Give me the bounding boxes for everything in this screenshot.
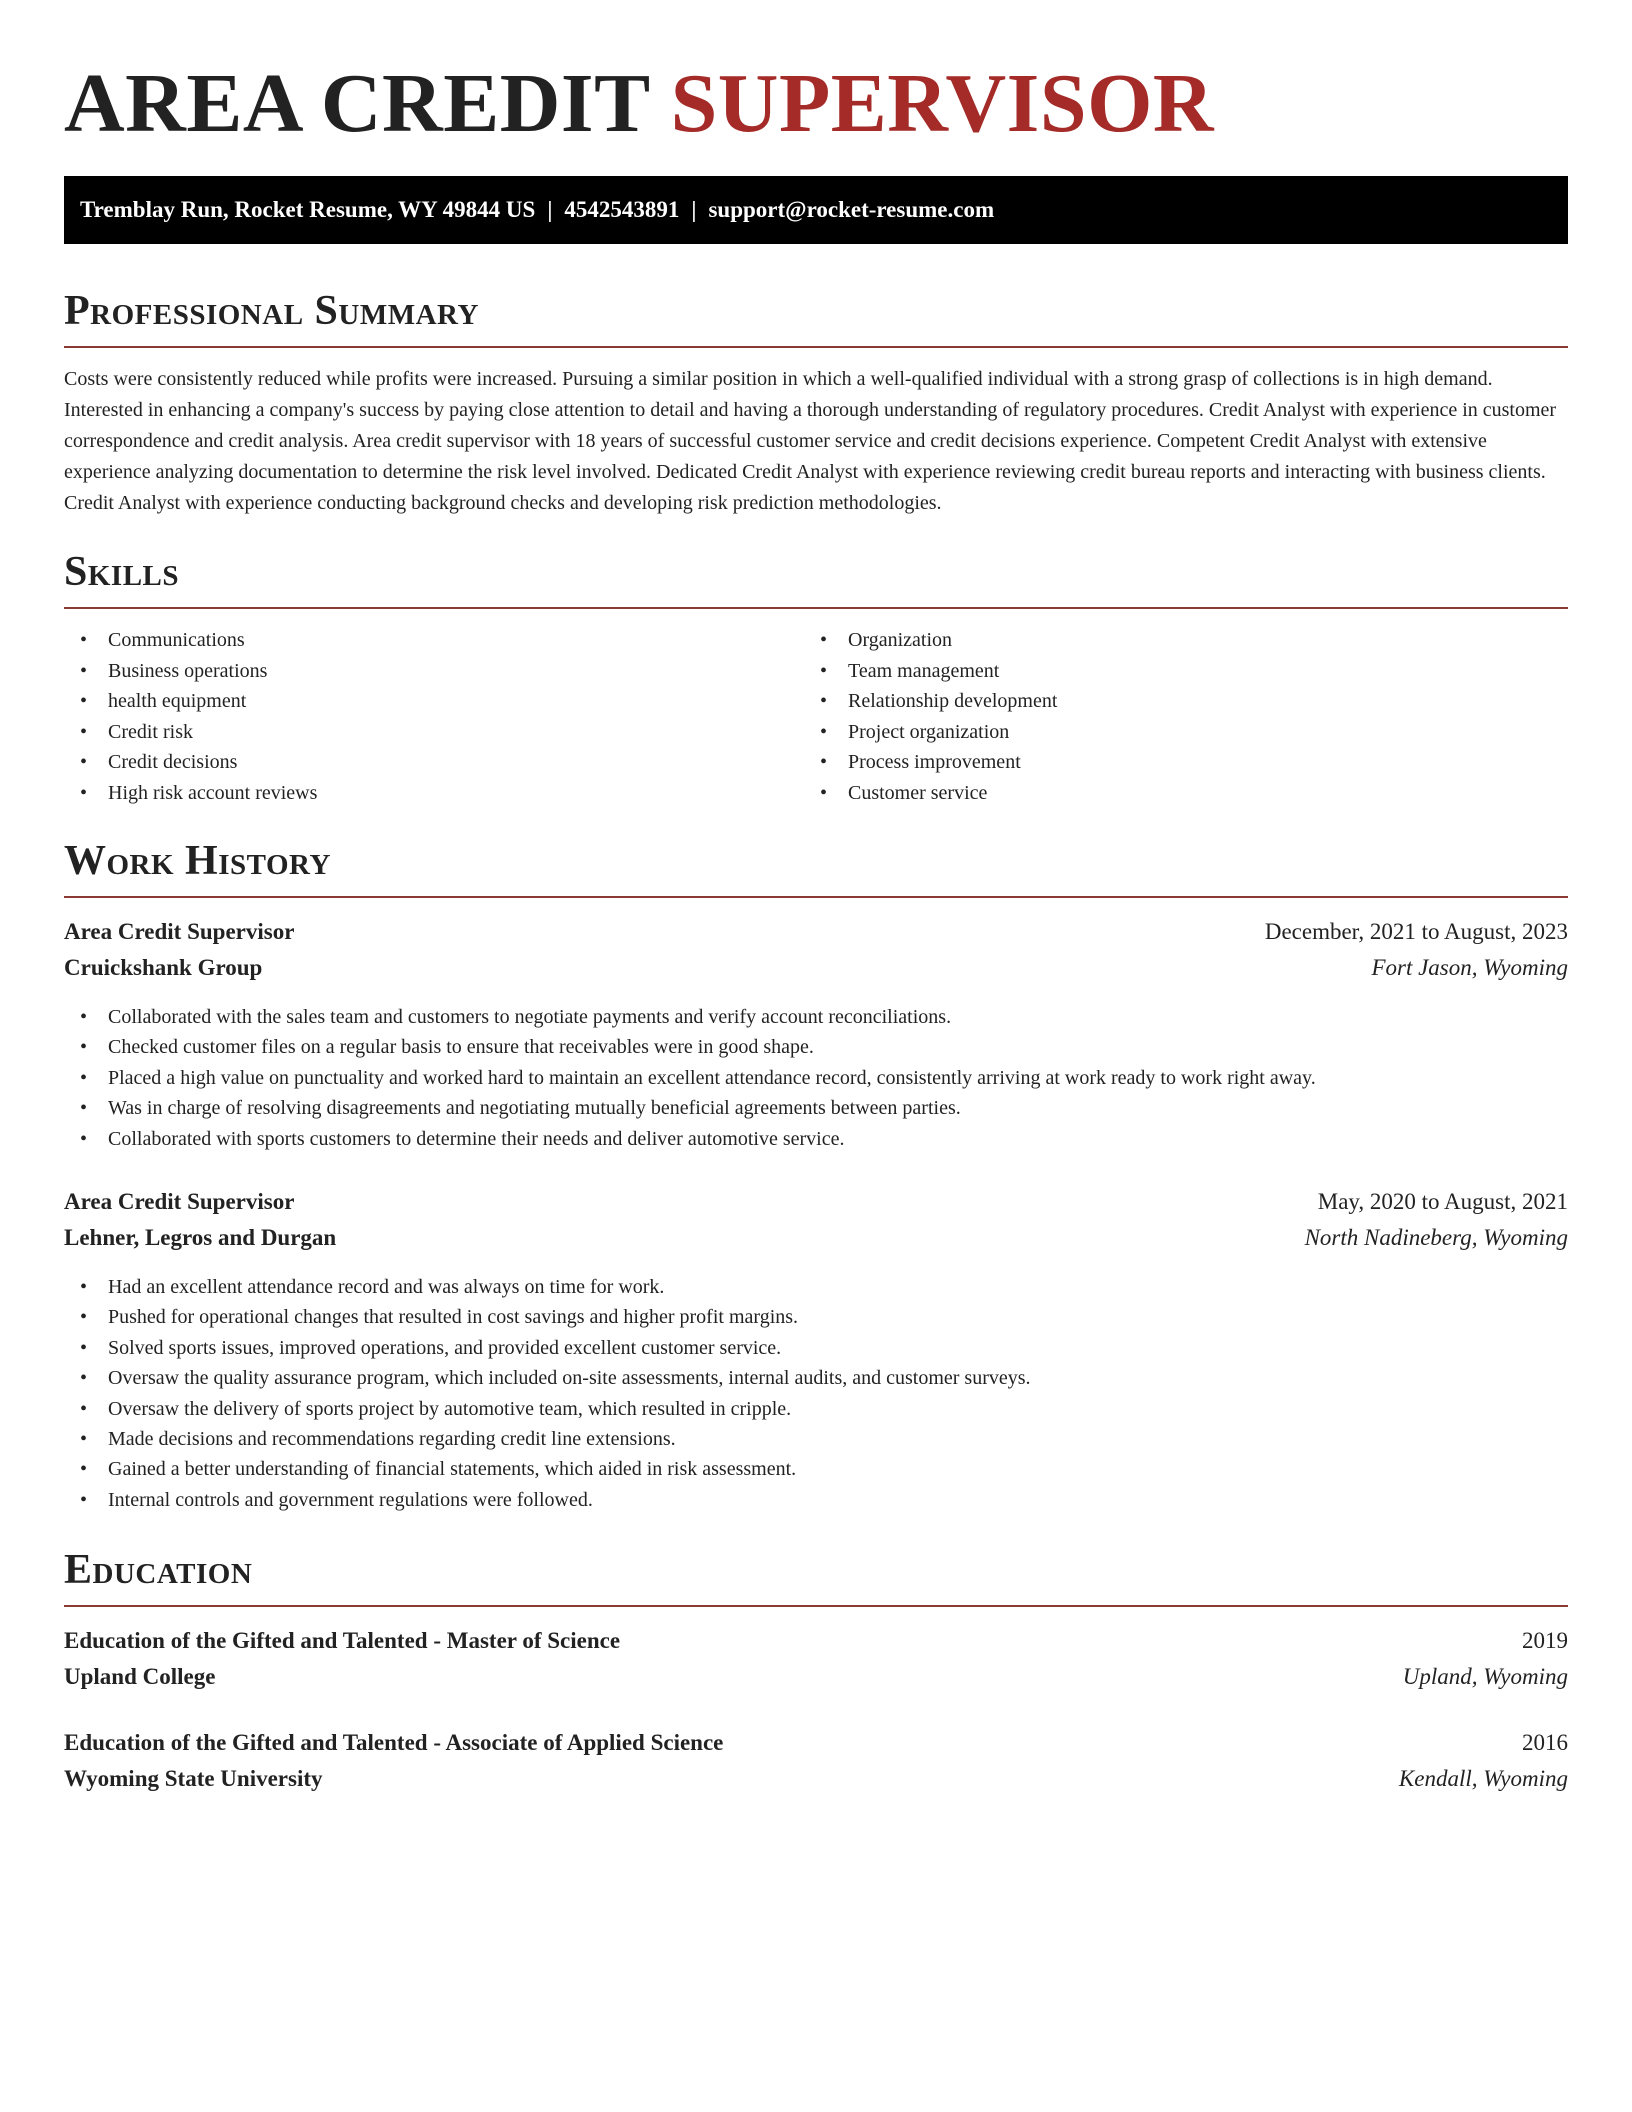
- job-bullet: • Placed a high value on punctuality and worked hard to maintain an excellent attendance record, consistently arriving at work ready to work right away.: [64, 1063, 1568, 1093]
- skill-item: • Relationship development: [804, 686, 1544, 717]
- job-bullet: • Oversaw the delivery of sports project by automotive team, which resulted in cripple.: [64, 1394, 1568, 1424]
- education-school: Upland College: [64, 1664, 216, 1690]
- job-bullet: • Checked customer files on a regular basis to ensure that receivables were in good shape.: [64, 1032, 1568, 1062]
- title-primary: AREA CREDIT: [64, 57, 650, 150]
- job-bullet: • Collaborated with sports customers to determine their needs and deliver automotive service.: [64, 1124, 1568, 1154]
- job-title: Area Credit Supervisor: [64, 919, 295, 944]
- job-location: North Nadineberg, Wyoming: [1304, 1225, 1568, 1251]
- contact-separator: |: [691, 197, 697, 222]
- education-degree: Education of the Gifted and Talented - Master of Science: [64, 1628, 621, 1654]
- skills-column-right: [804, 625, 1544, 808]
- job-bullet: • Solved sports issues, improved operations, and provided excellent customer service.: [64, 1333, 1568, 1363]
- skill-item: • Project organization: [804, 717, 1544, 748]
- contact-phone: 4542543891: [564, 197, 680, 222]
- job-bullet: • Gained a better understanding of financial statements, which aided in risk assessment.: [64, 1454, 1568, 1484]
- skill-item: • Credit decisions: [64, 747, 804, 778]
- job-header-row: [64, 1184, 1568, 1220]
- job-bullet: • Oversaw the quality assurance program, which included on-site assessments, internal audits, and customer surveys.: [64, 1363, 1568, 1393]
- job-bullet: • Pushed for operational changes that resulted in cost savings and higher profit margins.: [64, 1302, 1568, 1332]
- job-entry: [64, 1184, 1568, 1515]
- job-company: Lehner, Legros and Durgan: [64, 1225, 337, 1251]
- job-bullets: [64, 1272, 1568, 1515]
- summary-heading: Professional Summary: [64, 286, 1568, 348]
- contact-email: support@rocket-resume.com: [708, 197, 995, 222]
- education-school: Wyoming State University: [64, 1766, 323, 1792]
- job-header-row: [64, 914, 1568, 950]
- work-history-heading: Work History: [64, 836, 1568, 898]
- job-company-row: [64, 1220, 1568, 1256]
- skill-item: • High risk account reviews: [64, 778, 804, 809]
- education-entry: [64, 1623, 1568, 1695]
- education-school-row: [64, 1659, 1568, 1695]
- job-dates: December, 2021 to August, 2023: [1264, 919, 1568, 944]
- education-degree-row: [64, 1623, 1568, 1659]
- job-dates: May, 2020 to August, 2021: [1317, 1189, 1568, 1215]
- job-title: Area Credit Supervisor: [64, 1189, 295, 1215]
- summary-text: Costs were consistently reduced while profits were increased. Pursuing a similar position in which a well-qualified individual with a strong grasp of collections is in high demand. Interested in enhancing a company's success by paying close attention to detail and having a thorough understanding of regulatory procedures. Credit Analyst with experience in customer correspondence and credit analysis. Area credit supervisor with 18 years of successful customer service and credit decisions experience. Competent Credit Analyst with extensive experience analyzing documentation to determine the risk level involved. Dedicated Credit Analyst with experience reviewing credit bureau reports and interacting with business clients. Credit Analyst with experience conducting background checks and developing risk prediction methodologies.: [64, 368, 1557, 514]
- skill-item: • health equipment: [64, 686, 804, 717]
- title-accent: SUPERVISOR: [670, 57, 1215, 150]
- skill-item: • Customer service: [804, 778, 1544, 809]
- job-company-row: [64, 950, 1568, 986]
- job-entry: [64, 914, 1568, 1154]
- skill-item: • Business operations: [64, 656, 804, 687]
- skills-heading: Skills: [64, 547, 1568, 609]
- contact-bar: [64, 176, 1568, 244]
- education-location: Kendall, Wyoming: [1398, 1766, 1568, 1792]
- education-location: Upland, Wyoming: [1402, 1664, 1568, 1690]
- skill-item: • Team management: [804, 656, 1544, 687]
- skills-column-left: [64, 625, 804, 808]
- resume-title: [64, 56, 1568, 152]
- education-school-row: [64, 1761, 1568, 1797]
- job-bullet: • Was in charge of resolving disagreements and negotiating mutually beneficial agreements between parties.: [64, 1093, 1568, 1123]
- education-degree-row: [64, 1725, 1568, 1761]
- education-entry: [64, 1725, 1568, 1797]
- job-bullet: • Had an excellent attendance record and was always on time for work.: [64, 1272, 1568, 1302]
- job-bullet: • Internal controls and government regulations were followed.: [64, 1485, 1568, 1515]
- skill-item: • Organization: [804, 625, 1544, 656]
- job-bullets: [64, 1002, 1568, 1154]
- job-company: Cruickshank Group: [64, 955, 263, 980]
- skill-item: • Communications: [64, 625, 804, 656]
- contact-separator: |: [547, 197, 553, 222]
- education-heading: Education: [64, 1545, 1568, 1607]
- job-bullet: • Made decisions and recommendations regarding credit line extensions.: [64, 1424, 1568, 1454]
- skill-item: • Credit risk: [64, 717, 804, 748]
- job-bullet: • Collaborated with the sales team and customers to negotiate payments and verify account reconciliations.: [64, 1002, 1568, 1032]
- education-year: 2019: [1522, 1628, 1568, 1654]
- education-degree: Education of the Gifted and Talented - Associate of Applied Science: [64, 1730, 724, 1756]
- job-location: Fort Jason, Wyoming: [1371, 955, 1568, 980]
- skills-list: [64, 625, 1568, 808]
- contact-address: Tremblay Run, Rocket Resume, WY 49844 US: [80, 197, 536, 222]
- education-year: 2016: [1522, 1730, 1568, 1756]
- skill-item: • Process improvement: [804, 747, 1544, 778]
